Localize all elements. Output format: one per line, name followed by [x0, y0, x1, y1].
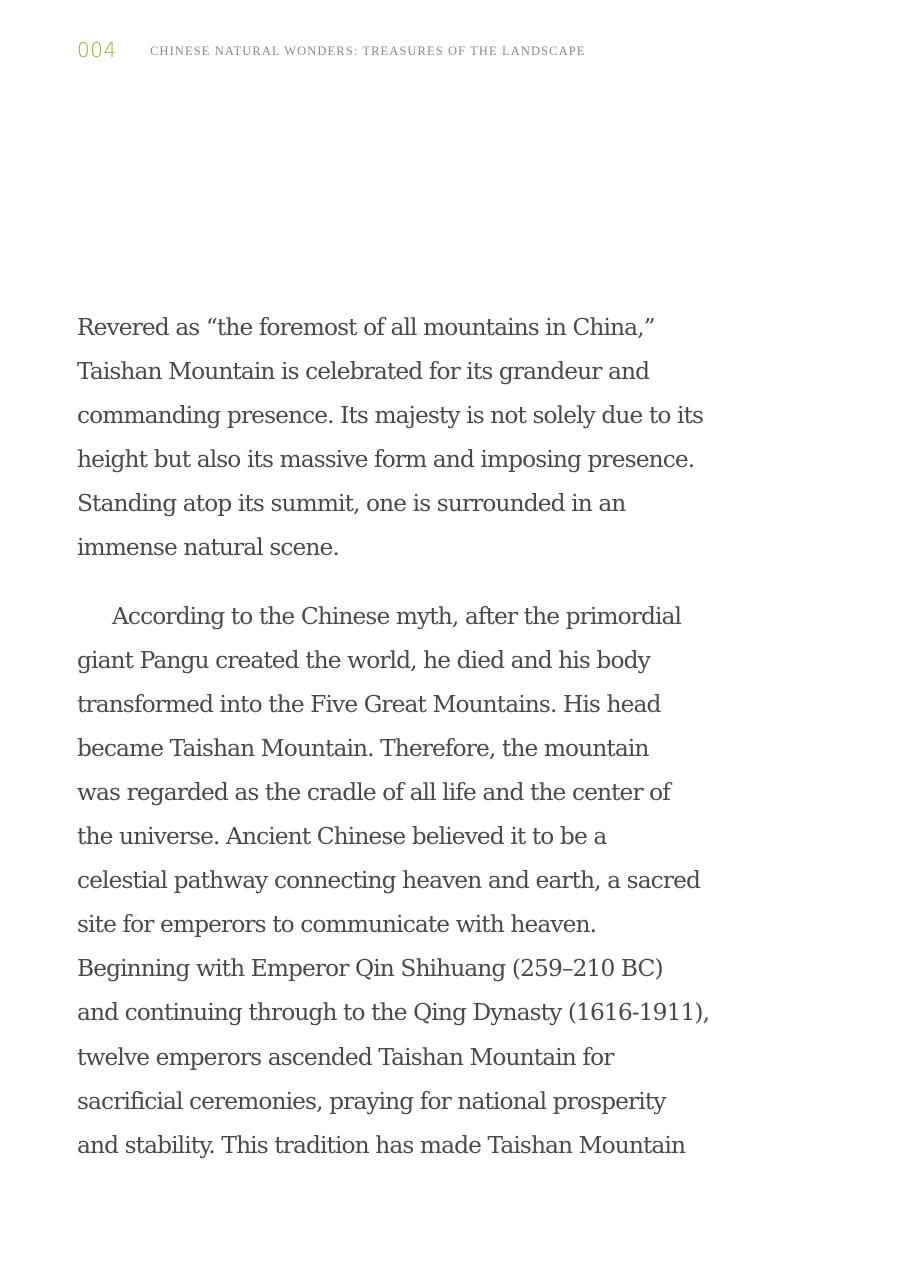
text-line: site for emperors to communicate with heaven. — [77, 911, 597, 939]
text-line: giant Pangu created the world, he died and his body — [77, 646, 650, 674]
text-line: twelve emperors ascended Taishan Mountain for — [77, 1043, 614, 1071]
text-line: and stability. This tradition has made Taishan Mountain — [77, 1131, 686, 1159]
text-line: and continuing through to the Qing Dynasty (1616-1911), — [77, 999, 710, 1027]
running-head: CHINESE NATURAL WONDERS: TREASURES OF THE LANDSCAPE — [150, 44, 586, 58]
text-line: Revered as “the foremost of all mountains in China,” — [77, 314, 655, 341]
text-line: became Taishan Mountain. Therefore, the mountain — [77, 734, 649, 762]
text-line: was regarded as the cradle of all life and the center of — [77, 778, 671, 806]
page-number: 004 — [77, 38, 117, 62]
text-line: height but also its massive form and imposing presence. — [77, 446, 695, 474]
text-line: commanding presence. Its majesty is not solely due to its — [77, 402, 704, 430]
text-line: transformed into the Five Great Mountains. His head — [77, 690, 661, 718]
text-line: celestial pathway connecting heaven and earth, a sacred — [77, 867, 700, 895]
text-line: Beginning with Emperor Qin Shihuang (259–210 BC) — [77, 955, 663, 983]
text-line: sacrificial ceremonies, praying for national prosperity — [77, 1087, 666, 1115]
body-text — [77, 306, 767, 1168]
text-line: immense natural scene. — [77, 534, 339, 562]
text-line: Standing atop its summit, one is surrounded in an — [77, 490, 626, 518]
paragraph-2 — [77, 595, 767, 1168]
text-line: Taishan Mountain is celebrated for its grandeur and — [77, 358, 650, 386]
text-line: According to the Chinese myth, after the primordial — [112, 602, 682, 630]
text-line: the universe. Ancient Chinese believed it to be a — [77, 823, 607, 851]
paragraph-1 — [77, 306, 767, 571]
